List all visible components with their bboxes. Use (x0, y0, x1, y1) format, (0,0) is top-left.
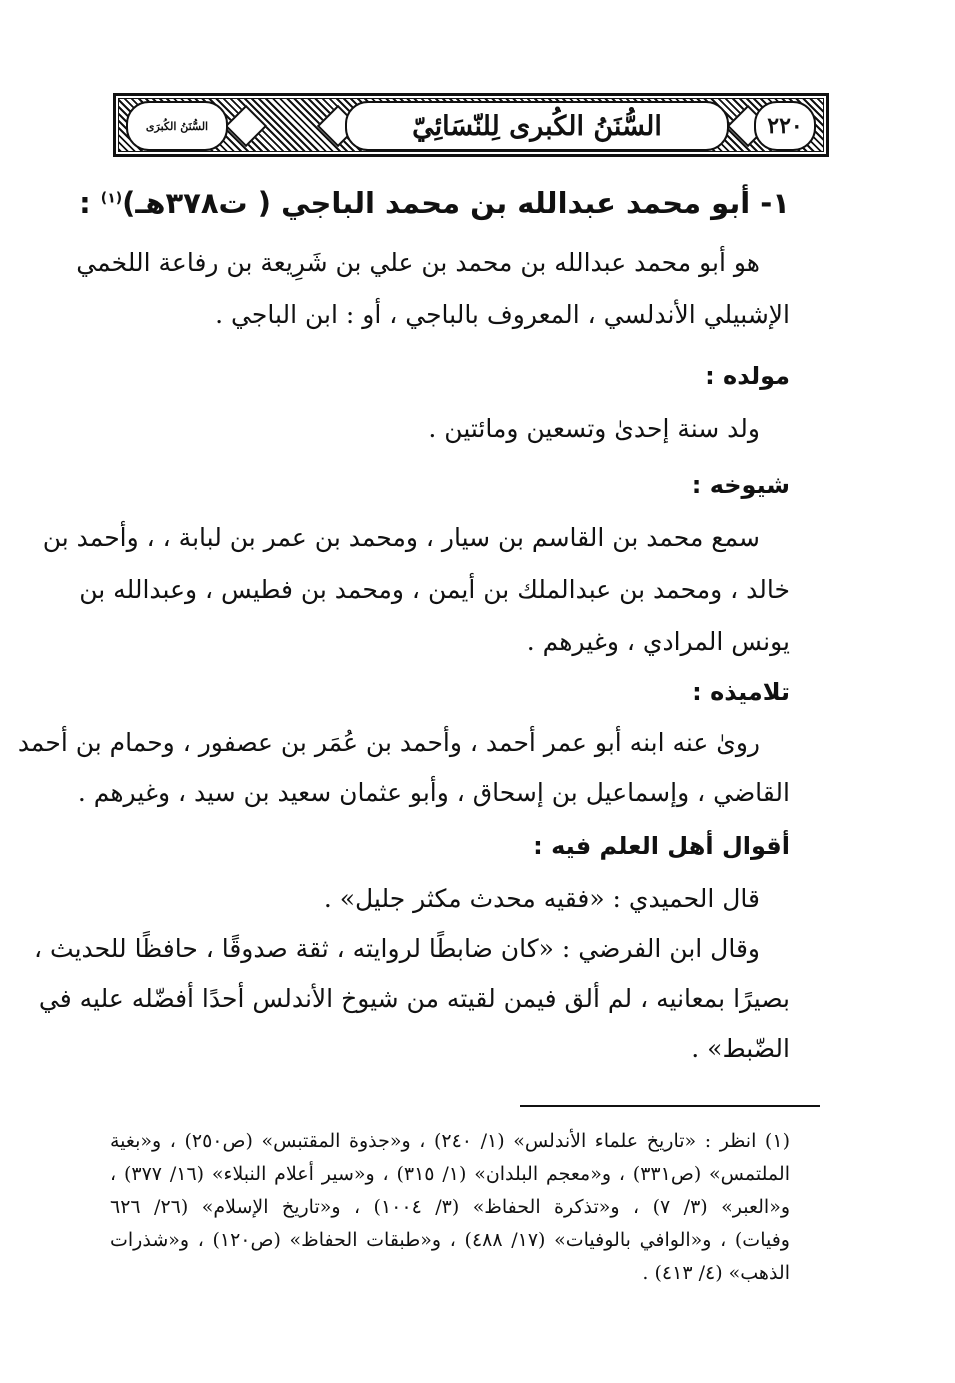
emblem-text: السُّنَنُ الكُبرَى (145, 119, 209, 133)
entry-heading (79, 186, 790, 220)
footnote-line: الملتمس» (ص٣٣١) ، و«معجم البلدان» (١/ ٣١٥) ، و«سير أعلام النبلاء» (١٦/ ٣٧٧) ، (110, 1163, 790, 1185)
footnote-line: وفيات) ، و«الوافي بالوفيات» (١٧/ ٤٨٨) ، و«طبقات الحفاظ» (ص١٢٠) ، و«شذرات (110, 1229, 790, 1251)
section-line: وقال ابن الفرضي : «كان ضابطًا لروايته ، ثقة صدوقًا ، حافظًا للحديث ، (34, 934, 760, 963)
section-title-teachers: شيوخه : (691, 471, 790, 499)
intro-line: هو أبو محمد عبدالله بن محمد بن علي بن شَرِيعة بن رفاعة اللخمي (76, 248, 760, 277)
footnote-ref: (١) (100, 190, 123, 207)
heading-colon: : (79, 186, 91, 220)
page-number-cartouche (754, 101, 816, 151)
header-emblem (126, 101, 228, 151)
section-title-birth: مولده : (705, 362, 790, 390)
section-title-statements: أقوال أهل العلم فيه : (533, 832, 790, 860)
section-line: خالد ، ومحمد بن عبدالملك بن أيمن ، ومحمد بن فطيس ، وعبدالله بن (79, 575, 790, 604)
section-line: قال الحميدي : «فقيه محدث مكثر جليل» . (323, 884, 760, 913)
section-line: بصيرًا بمعانيه ، لم ألق فيمن لقيته من شيوخ الأندلس أحدًا أفضّله عليه في (38, 984, 790, 1013)
book-title: السُّنَنُ الكُبرى لِلنّسَائِيّ (412, 110, 662, 142)
section-line: سمع محمد بن القاسم بن سيار ، ومحمد بن عمر بن لبابة ، ، وأحمد بن (42, 523, 760, 552)
footnote-separator (520, 1105, 820, 1107)
page-number: ٢٢٠ (767, 113, 803, 139)
section-line: روىٰ عنه ابنه أبو عمر أحمد ، وأحمد بن عُمَر بن عصفور ، وحمام بن أحمد (17, 728, 760, 757)
footnote-line: (١) انظر : «تاريخ علماء الأندلس» (١/ ٢٤٠) ، و«جذوة المقتبس» (ص٢٥٠) ، و«بغية (110, 1130, 790, 1152)
section-line: ولد سنة إحدىٰ وتسعين ومائتين . (428, 414, 760, 443)
intro-line: الإشبيلي الأندلسي ، المعروف بالباجي ، أو : ابن الباجي . (215, 300, 790, 329)
header-title-cartouche (345, 101, 729, 151)
entry-heading-text: ١- أبو محمد عبدالله بن محمد الباجي ( ت٣٧٨هـ) (122, 186, 790, 220)
page-header (113, 93, 829, 157)
section-line: الضّبط» . (691, 1034, 790, 1063)
footnote-line: الذهب» (٤/ ٤١٣) . (642, 1262, 790, 1284)
footnote-line: و«العبر» (٣/ ٧) ، و«تذكرة الحفاظ» (٣/ ١٠٠٤) ، و«تاريخ الإسلام» (٢٦/ ٦٢٦ (110, 1196, 791, 1218)
section-line: يونس المرادي ، وغيرهم . (526, 627, 790, 656)
section-title-students: تلاميذه : (692, 678, 790, 706)
section-line: القاضي ، وإسماعيل بن إسحاق ، وأبو عثمان سعيد بن سيد ، وغيرهم . (77, 778, 790, 807)
